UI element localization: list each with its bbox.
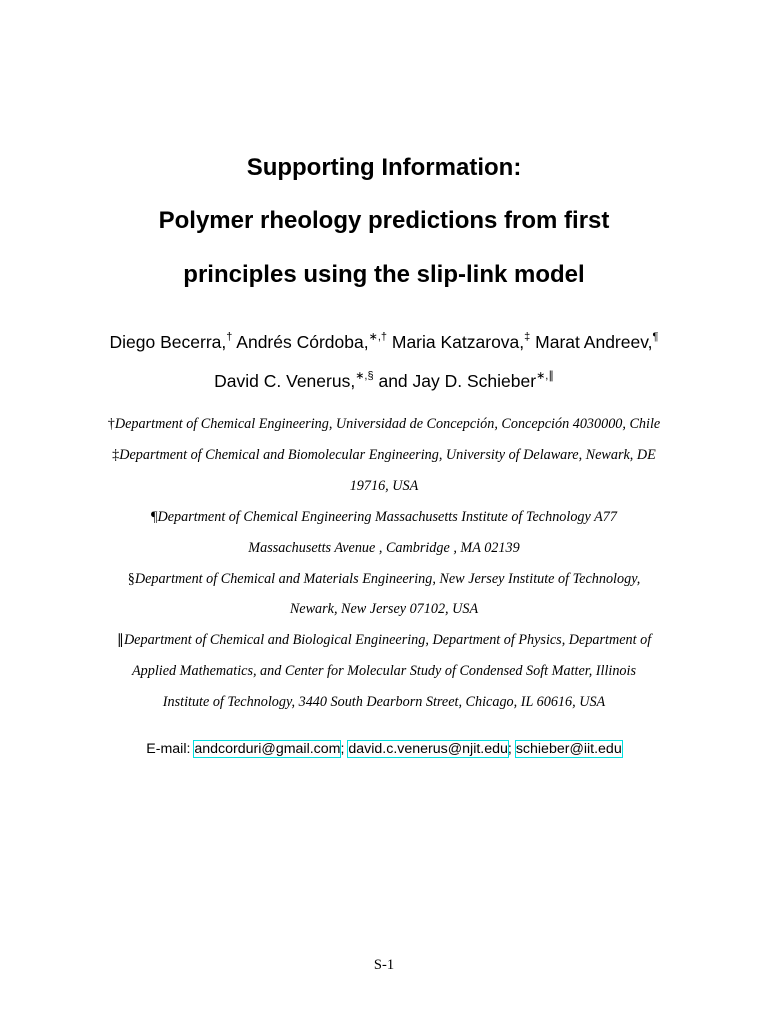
affiliation-line [60, 630, 708, 650]
title-line-1: Supporting Information: [246, 154, 522, 181]
author-line-2 [0, 366, 768, 392]
author-affiliation-mark: ∗,§ [355, 370, 374, 382]
email-link[interactable]: david.c.venerus@njit.edu [348, 741, 508, 757]
affiliation-symbol: † [107, 416, 115, 432]
affiliation-line: Institute of Technology, 3440 South Dearborn Street, Chicago, IL 60616, USA [162, 694, 606, 710]
email-label: E-mail: [146, 741, 191, 757]
affiliation-text: Department of Chemical Engineering Massachusetts Institute of Technology A77 [157, 509, 617, 525]
email-link[interactable]: andcorduri@gmail.com [194, 741, 341, 757]
author-name: Marat Andreev, [535, 331, 653, 352]
affiliation-symbol: ‡ [112, 447, 120, 463]
author-affiliation-mark: † [226, 331, 233, 343]
author-affiliation-mark: ¶ [652, 331, 659, 343]
affiliation-line: Newark, New Jersey 07102, USA [289, 601, 479, 617]
author-affiliation-mark: ∗,† [368, 331, 387, 343]
title-line-3: principles using the slip-link model [183, 261, 585, 288]
author-name: and Jay D. Schieber [378, 370, 537, 391]
author-name: Andrés Córdoba, [236, 331, 369, 352]
affiliation-text: Department of Chemical Engineering, Universidad de Concepción, Concepción 4030000, Chile [114, 416, 661, 432]
affiliation-line: Massachusetts Avenue , Cambridge , MA 02139 [248, 540, 520, 556]
title-line-2: Polymer rheology predictions from first [158, 207, 610, 234]
affiliation-line [60, 569, 708, 589]
email-separator: ; [507, 741, 512, 757]
author-name: David C. Venerus, [214, 370, 356, 391]
author-name: Maria Katzarova, [391, 331, 525, 352]
affiliation-line: Applied Mathematics, and Center for Molecular Study of Condensed Soft Matter, Illinois [132, 663, 636, 679]
affiliation-line [60, 507, 708, 527]
affiliation-text: Department of Chemical and Biomolecular Engineering, University of Delaware, Newark, DE [119, 447, 656, 463]
affiliation-symbol: § [127, 571, 135, 587]
affiliation-text: Department of Chemical and Materials Engineering, New Jersey Institute of Technology, [134, 571, 641, 587]
affiliation-text: Department of Chemical and Biological Engineering, Department of Physics, Department of [123, 632, 652, 648]
affiliation-symbol: ¶ [151, 509, 158, 525]
affiliation-line [60, 445, 708, 465]
affiliation-line: 19716, USA [349, 478, 419, 494]
email-line [0, 739, 768, 759]
author-name: Diego Becerra, [109, 331, 227, 352]
affiliation-symbol: ∥ [116, 632, 124, 648]
author-affiliation-mark: ∗,∥ [536, 370, 554, 382]
author-affiliation-mark: ‡ [524, 331, 531, 343]
author-line-1 [0, 327, 768, 353]
page-number: S-1 [373, 957, 395, 973]
email-link[interactable]: schieber@iit.edu [515, 741, 622, 757]
affiliation-line [60, 414, 708, 434]
email-separator: ; [340, 741, 345, 757]
